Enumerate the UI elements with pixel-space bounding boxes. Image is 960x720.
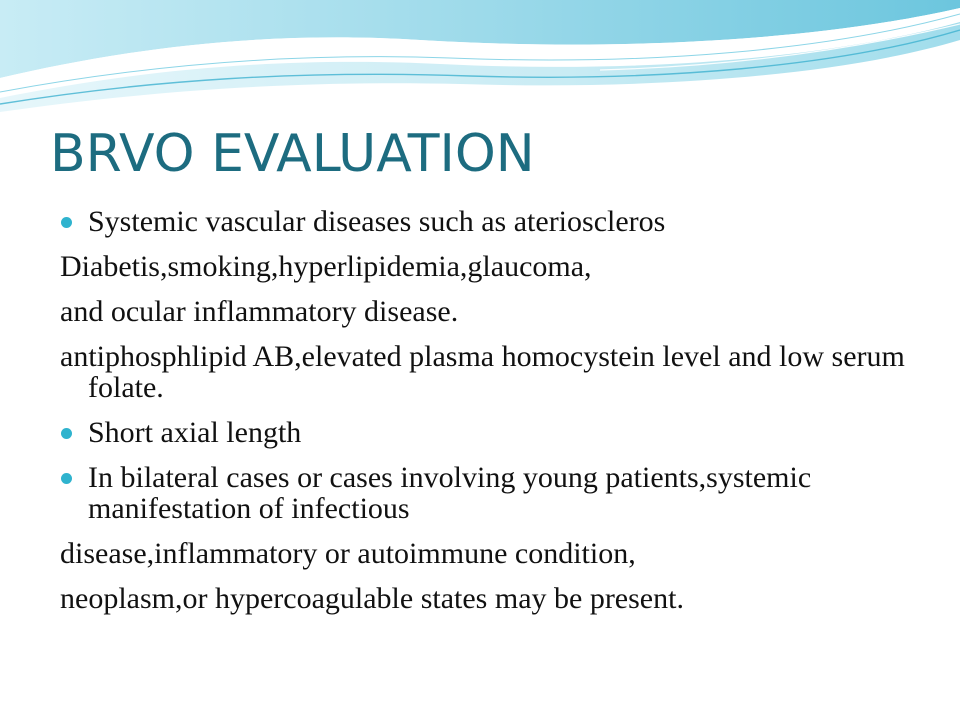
paragraph-text: Short axial length <box>88 416 302 449</box>
paragraph-text: Systemic vascular diseases such as aterioscleros <box>88 205 666 238</box>
bullet-icon <box>61 428 72 439</box>
bullet-icon <box>61 473 72 484</box>
bullet-item <box>60 417 940 448</box>
paragraph <box>60 583 940 614</box>
paragraph <box>60 296 940 327</box>
paragraph <box>60 251 940 282</box>
bullet-icon <box>61 217 72 228</box>
slide-body <box>60 206 940 628</box>
header-wave-decoration <box>0 0 960 130</box>
paragraph-text: and ocular inflammatory disease. <box>60 295 459 328</box>
paragraph-text: neoplasm,or hypercoagulable states may be present. <box>60 582 684 615</box>
bullet-item <box>60 462 940 524</box>
paragraph <box>60 341 940 403</box>
paragraph-text: antiphosphlipid AB,elevated plasma homocystein level and low serum folate. <box>60 340 905 404</box>
paragraph <box>60 538 940 569</box>
paragraph-text: In bilateral cases or cases involving young patients,systemic manifestation of infectious <box>88 461 812 525</box>
bullet-item <box>60 206 940 237</box>
paragraph-text: Diabetis,smoking,hyperlipidemia,glaucoma, <box>60 250 592 283</box>
slide-title: BRVO EVALUATION <box>50 124 535 184</box>
paragraph-text: disease,inflammatory or autoimmune condition, <box>60 537 636 570</box>
